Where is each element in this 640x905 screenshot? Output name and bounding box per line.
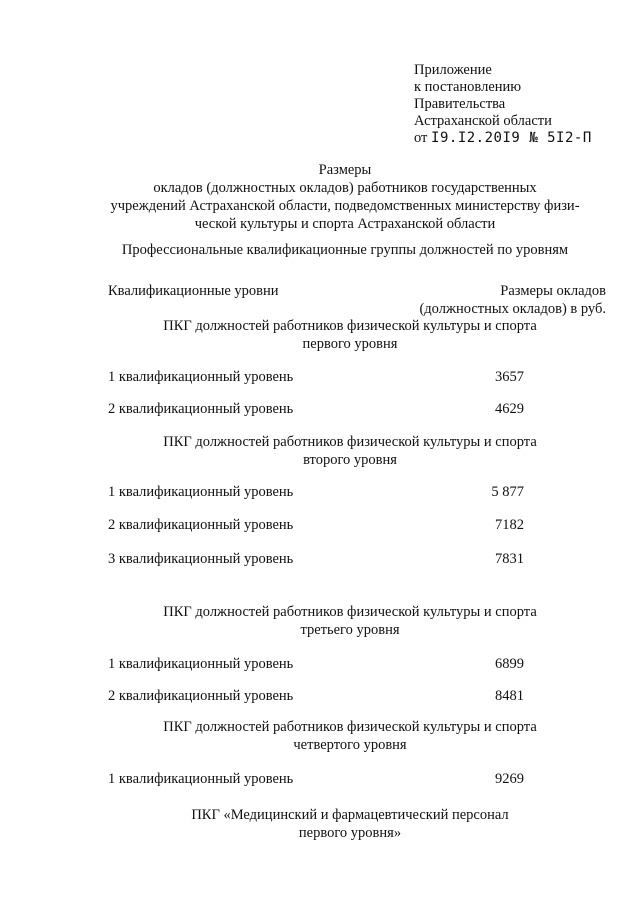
group-heading-line-2: третьего уровня bbox=[300, 622, 400, 638]
table-row-value: 9269 bbox=[495, 771, 524, 787]
group-heading bbox=[120, 317, 580, 353]
appendix-line-4: Астраханской области bbox=[414, 113, 552, 129]
group-heading bbox=[120, 718, 580, 754]
document-subtitle: Профессиональные квалификационные группы должностей по уровням bbox=[121, 242, 569, 258]
appendix-date-prefix: от bbox=[414, 130, 428, 146]
group-heading bbox=[120, 433, 580, 469]
table-row-value: 7182 bbox=[495, 517, 524, 533]
table-row-value: 8481 bbox=[495, 688, 524, 704]
table-row-value: 5 877 bbox=[491, 484, 524, 500]
appendix-block bbox=[414, 62, 624, 147]
document-title bbox=[100, 161, 590, 233]
table-row-value: 6899 bbox=[495, 656, 524, 672]
group-heading-line-2: четвертого уровня bbox=[293, 737, 407, 753]
title-line-4: ческой культуры и спорта Астраханской области bbox=[194, 216, 496, 232]
title-line-1: Размеры bbox=[318, 162, 372, 178]
group-heading-line-1: ПКГ должностей работников физической культуры и спорта bbox=[163, 719, 537, 735]
group-heading-line-2: второго уровня bbox=[303, 452, 397, 468]
column-header-salaries-line-2: (должностных окладов) в руб. bbox=[419, 301, 606, 317]
table-row-label: 1 квалификационный уровень bbox=[108, 771, 294, 787]
table-row-label: 1 квалификационный уровень bbox=[108, 369, 294, 385]
appendix-line-1: Приложение bbox=[414, 62, 492, 78]
group-heading bbox=[120, 603, 580, 639]
table-row-value: 3657 bbox=[495, 369, 524, 385]
table-row-label: 3 квалификационный уровень bbox=[108, 551, 294, 567]
table-row-value: 4629 bbox=[495, 401, 524, 417]
appendix-line-2: к постановлению bbox=[414, 79, 522, 95]
appendix-date-line bbox=[414, 130, 624, 147]
group-heading-line-1: ПКГ должностей работников физической культуры и спорта bbox=[163, 318, 537, 334]
group-heading-line-2: первого уровня bbox=[302, 336, 398, 352]
table-row-label: 2 квалификационный уровень bbox=[108, 517, 294, 533]
column-header-salaries-line-1: Размеры окладов bbox=[500, 283, 606, 299]
column-header-levels: Квалификационные уровни bbox=[108, 283, 279, 299]
table-row-value: 7831 bbox=[495, 551, 524, 567]
group-heading-line-1: ПКГ должностей работников физической культуры и спорта bbox=[163, 604, 537, 620]
table-row-label: 1 квалификационный уровень bbox=[108, 656, 294, 672]
group-heading-line-1: ПКГ «Медицинский и фармацевтический персонал bbox=[191, 807, 509, 823]
appendix-date-stamp: I9.I2.20I9 № 5I2-П bbox=[431, 130, 592, 146]
group-heading-line-1: ПКГ должностей работников физической культуры и спорта bbox=[163, 434, 537, 450]
table-row-label: 2 квалификационный уровень bbox=[108, 401, 294, 417]
column-header-salaries bbox=[400, 282, 606, 318]
table-row-label: 2 квалификационный уровень bbox=[108, 688, 294, 704]
appendix-line-3: Правительства bbox=[414, 96, 506, 112]
table-row-label: 1 квалификационный уровень bbox=[108, 484, 294, 500]
title-line-3: учреждений Астраханской области, подведомственных министерству физи- bbox=[110, 198, 580, 214]
title-line-2: окладов (должностных окладов) работников государственных bbox=[153, 180, 537, 196]
group-heading bbox=[120, 806, 580, 842]
group-heading-line-2: первого уровня» bbox=[298, 825, 402, 841]
